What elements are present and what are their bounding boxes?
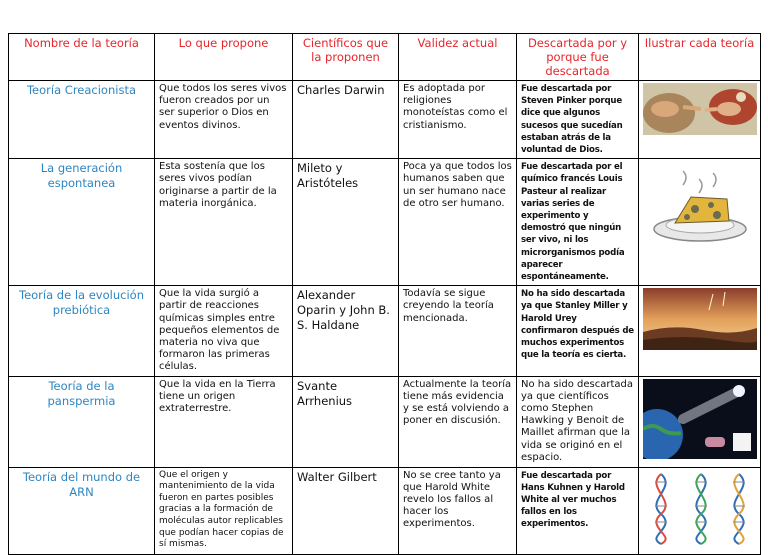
theory-scientists: Alexander Oparin y John B. S. Haldane — [293, 286, 399, 376]
theory-discarded: No ha sido descartada ya que científicos como Stephen Hawking y Benoit de Maillet afirman que la vida se originó en el espacio. — [517, 376, 639, 467]
theory-validity: Poca ya que todos los humanos saben que un ser humano nace de otro ser humano. — [399, 159, 517, 286]
illustration-cell — [639, 159, 761, 286]
table-row — [9, 286, 761, 376]
theory-validity: No se cree tanto ya que Harold White revelo los fallos al hacer los experimentos. — [399, 467, 517, 554]
theory-scientists: Mileto y Aristóteles — [293, 159, 399, 286]
panspermia-image — [643, 379, 757, 459]
theory-proposal: Que el origen y mantenimiento de la vida fueron en partes posibles gracias a la formación de moléculas autor replicables que podían hacer copias de sí mismas. — [155, 467, 293, 554]
header-row — [9, 34, 761, 81]
table-row — [9, 467, 761, 554]
theory-name: Teoría de la evolución prebiótica — [9, 286, 155, 376]
theory-name: La generación espontanea — [9, 159, 155, 286]
theories-table — [8, 33, 761, 555]
primordial-earth-image — [643, 288, 757, 350]
theory-validity: Es adoptada por religiones monoteístas como el cristianismo. — [399, 81, 517, 159]
header-validity: Validez actual — [399, 34, 517, 81]
theory-discarded: Fue descartada por Hans Kuhnen y Harold White al ver muchos fallos en los experimentos. — [517, 467, 639, 554]
illustration-cell — [639, 286, 761, 376]
theory-name: Teoría del mundo de ARN — [9, 467, 155, 554]
theory-scientists: Charles Darwin — [293, 81, 399, 159]
rotting-food-image — [643, 161, 757, 249]
theory-discarded: Fue descartada por el químico francés Louis Pasteur al realizar varias series de experimento y demostró que ningún ser vivo, ni los microrganismos podía aparecer espontáneamente. — [517, 159, 639, 286]
theory-scientists: Svante Arrhenius — [293, 376, 399, 467]
theory-discarded: No ha sido descartada ya que Stanley Miller y Harold Urey confirmaron después de muchos experimentos que la teoría es cierta. — [517, 286, 639, 376]
header-discarded: Descartada por y porque fue descartada — [517, 34, 639, 81]
creation-of-adam-image — [643, 83, 757, 135]
theory-name: Teoría de la panspermia — [9, 376, 155, 467]
table-row — [9, 81, 761, 159]
illustration-cell — [639, 376, 761, 467]
theory-name: Teoría Creacionista — [9, 81, 155, 159]
header-scientists: Científicos que la proponen — [293, 34, 399, 81]
theory-proposal: Esta sostenía que los seres vivos podían originarse a partir de la materia inorgánica. — [155, 159, 293, 286]
theory-proposal: Que la vida surgió a partir de reacciones químicas simples entre pequeños elementos de materia no viva que formaron las primeras células. — [155, 286, 293, 376]
theory-validity: Actualmente la teoría tiene más evidencia y se está volviendo a poner en discusión. — [399, 376, 517, 467]
illustration-cell — [639, 81, 761, 159]
theory-proposal: Que todos los seres vivos fueron creados por un ser superior o Dios en eventos divinos. — [155, 81, 293, 159]
header-theory-name: Nombre de la teoría — [9, 34, 155, 81]
table-row — [9, 159, 761, 286]
theory-scientists: Walter Gilbert — [293, 467, 399, 554]
header-illustration: Ilustrar cada teoría — [639, 34, 761, 81]
illustration-cell — [639, 467, 761, 554]
table-row — [9, 376, 761, 467]
dna-rna-helix-image — [643, 470, 757, 546]
theory-validity: Todavía se sigue creyendo la teoría mencionada. — [399, 286, 517, 376]
theory-proposal: Que la vida en la Tierra tiene un origen extraterrestre. — [155, 376, 293, 467]
header-proposal: Lo que propone — [155, 34, 293, 81]
theory-discarded: Fue descartada por Steven Pinker porque dice que algunos sucesos que sucedían estaban atrás de la voluntad de Dios. — [517, 81, 639, 159]
